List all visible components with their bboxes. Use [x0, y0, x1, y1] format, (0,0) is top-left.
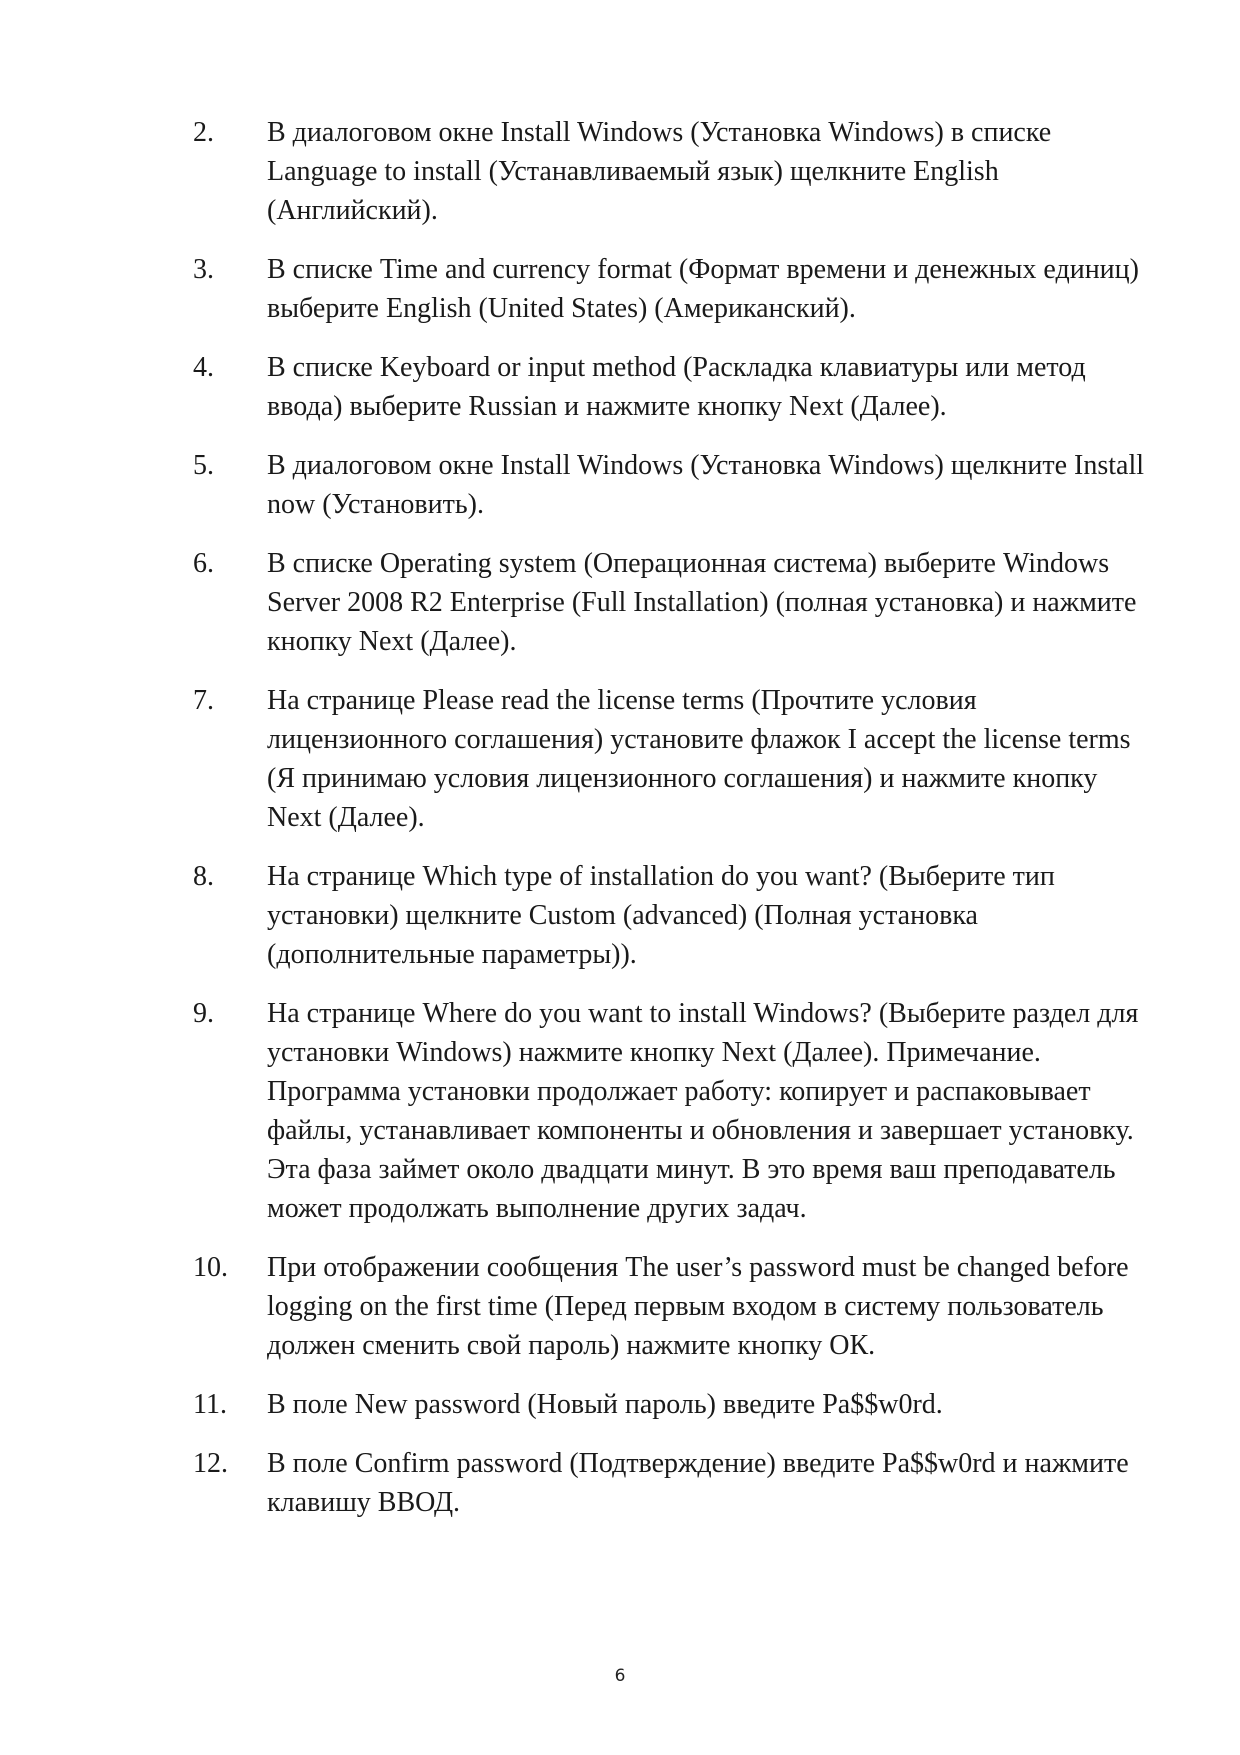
step-number: 10.: [193, 1252, 228, 1283]
page-number: 6: [614, 1666, 626, 1686]
step-item: [193, 113, 1153, 230]
step-item: [193, 544, 1153, 661]
step-item: [193, 1385, 1153, 1424]
step-item: [193, 446, 1153, 524]
step-text: При отображении сообщения The user’s password must be changed before logging on the first time (Перед первым входом в систему пользователь должен сменить свой пароль) нажмите кнопку ОК.: [267, 1252, 1129, 1361]
step-number: 11.: [193, 1389, 227, 1420]
step-text: На странице Where do you want to install Windows? (Выберите раздел для установки Windows) нажмите кнопку Next (Далее). Примечание. Программа установки продолжает работу: копирует и распаковывает файлы, устанавливает компоненты и обновления и завершает установку. Эта фаза займет около двадцати минут. В это время ваш преподаватель может продолжать выполнение других задач.: [267, 998, 1139, 1224]
step-item: [193, 857, 1153, 974]
step-number: 12.: [193, 1448, 228, 1479]
step-number: 7.: [193, 685, 214, 716]
step-text: В диалоговом окне Install Windows (Установка Windows) щелкните Install now (Установить).: [267, 450, 1144, 520]
step-number: 6.: [193, 548, 214, 579]
step-number: 8.: [193, 861, 214, 892]
step-text: На странице Which type of installation do you want? (Выберите тип установки) щелкните Custom (advanced) (Полная установка (дополнительные параметры)).: [267, 861, 1055, 970]
step-number: 2.: [193, 117, 214, 148]
step-item: [193, 250, 1153, 328]
step-text: В диалоговом окне Install Windows (Установка Windows) в списке Language to install (Устанавливаемый язык) щелкните English (Английский).: [267, 117, 1052, 226]
step-item: [193, 1248, 1153, 1365]
step-number: 3.: [193, 254, 214, 285]
step-item: [193, 1444, 1153, 1522]
step-item: [193, 994, 1153, 1228]
step-text: На странице Please read the license terms (Прочтите условия лицензионного соглашения) установите флажок I accept the license terms (Я принимаю условия лицензионного соглашения) и нажмите кнопку Next (Далее).: [267, 685, 1131, 833]
step-text: В списке Time and currency format (Формат времени и денежных единиц) выберите English (United States) (Американский).: [267, 254, 1139, 324]
step-text: В поле New password (Новый пароль) введите Pa$$w0rd.: [267, 1389, 943, 1420]
step-number: 9.: [193, 998, 214, 1029]
step-text: В поле Confirm password (Подтверждение) введите Pa$$w0rd и нажмите клавишу ВВОД.: [267, 1448, 1129, 1518]
step-number: 5.: [193, 450, 214, 481]
step-item: [193, 348, 1153, 426]
step-text: В списке Operating system (Операционная система) выберите Windows Server 2008 R2 Enterprise (Full Installation) (полная установка) и нажмите кнопку Next (Далее).: [267, 548, 1137, 657]
step-number: 4.: [193, 352, 214, 383]
step-text: В списке Keyboard or input method (Раскладка клавиатуры или метод ввода) выберите Russian и нажмите кнопку Next (Далее).: [267, 352, 1086, 422]
step-item: [193, 681, 1153, 837]
instruction-list: [193, 113, 1153, 1542]
